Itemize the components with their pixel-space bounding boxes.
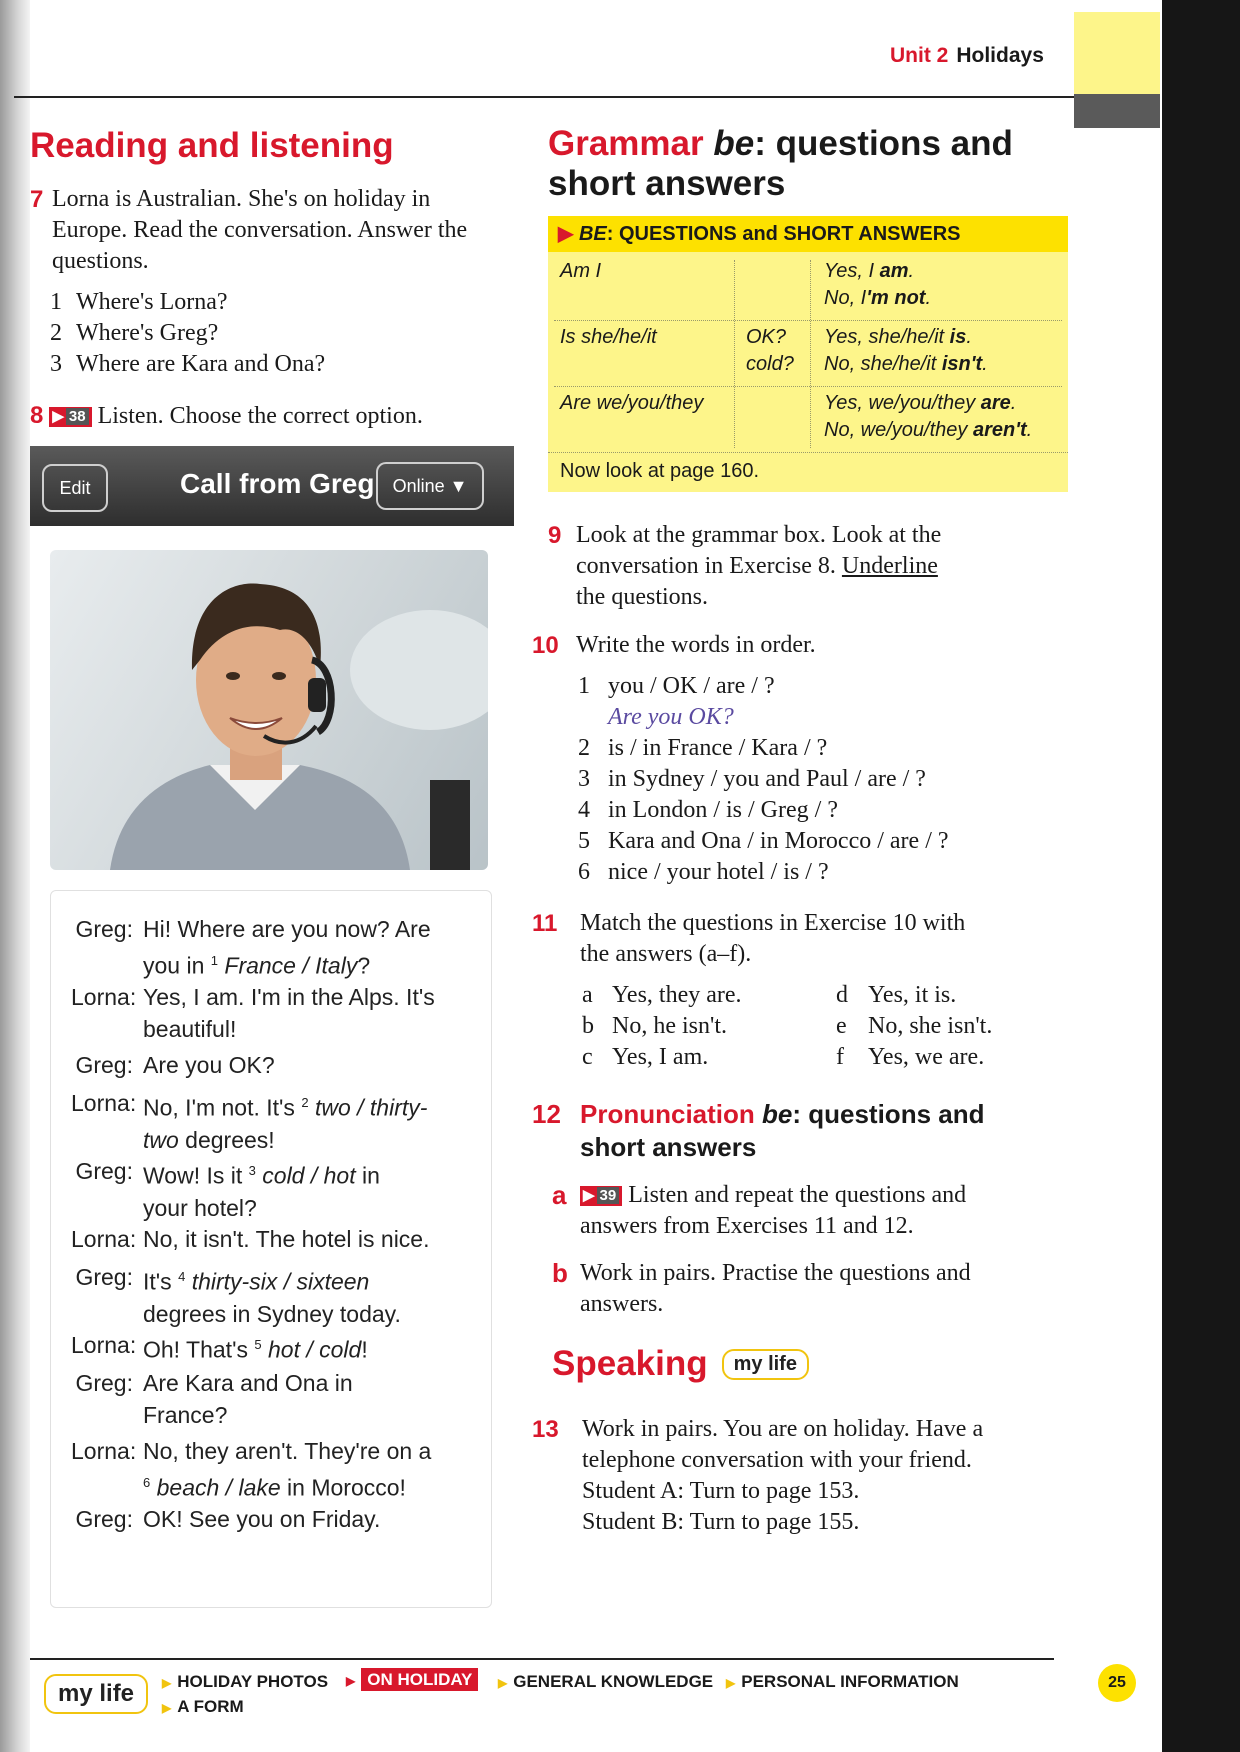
grammar-subject: Are we/you/they bbox=[560, 392, 704, 414]
list-item: 4 in London / is / Greg / ? bbox=[578, 797, 838, 823]
list-item: 2 Where's Greg? bbox=[50, 320, 219, 346]
example-answer: Are you OK? bbox=[608, 704, 734, 730]
dialogue-line: Greg: Wow! Is it $^3$ cold / hot in your hotel? bbox=[75, 1158, 380, 1221]
right-edge-band bbox=[1162, 0, 1240, 1752]
list-item: 3 in Sydney / you and Paul / are / ? bbox=[578, 766, 926, 792]
page-binding-shadow bbox=[0, 0, 30, 1752]
list-item: 1 you / OK / are / ? bbox=[578, 673, 775, 699]
header-rule bbox=[14, 96, 1074, 98]
dialogue-line: Greg: Are Kara and Ona in France? bbox=[75, 1370, 353, 1428]
exercise-7-instruction: Lorna is Australian. She's on holiday in Europe. Read the conversation. Answer the questions. bbox=[52, 186, 468, 274]
answers-left: a Yes, they are. b No, he isn't. c Yes, I am. bbox=[582, 982, 742, 1070]
my-life-tag: my life bbox=[722, 1349, 809, 1380]
grammar-answer: Yes, I am. No, I'm not. bbox=[824, 260, 932, 309]
exercise-12a: a ▶ 39 Listen and repeat the questions and answers from Exercises 11 and 12. bbox=[552, 1180, 967, 1239]
greg-photo bbox=[50, 550, 488, 870]
exercise-10 bbox=[532, 630, 1052, 888]
dialogue-line: Lorna: No, I'm not. It's $^2$ two / thirty- two degrees! bbox=[71, 1090, 428, 1153]
grammar-box bbox=[548, 216, 1068, 492]
footer-link-a-form[interactable]: ▶ A FORM bbox=[162, 1697, 244, 1716]
exercise-9: 9 Look at the grammar box. Look at the conversation in Exercise 8. Underline the questions. bbox=[548, 520, 1048, 613]
dialogue-line: Greg: It's $^4$ thirty-six / sixteen degrees in Sydney today. bbox=[75, 1264, 401, 1327]
exercise-number: 7 bbox=[30, 186, 44, 213]
list-item: 3 Where are Kara and Ona? bbox=[50, 351, 326, 377]
dialogue-panel bbox=[50, 890, 492, 1608]
list-item: 5 Kara and Ona / in Morocco / are / ? bbox=[578, 828, 949, 854]
exercise-number: 8 bbox=[30, 402, 44, 429]
underline-word: Underline bbox=[841, 553, 938, 579]
page-number: 25 bbox=[1098, 1664, 1136, 1702]
dialogue-line: Lorna: Yes, I am. I'm in the Alps. It's beautiful! bbox=[71, 984, 435, 1042]
unit-title: Holidays bbox=[956, 44, 1044, 67]
exercise-number: 13 bbox=[532, 1416, 559, 1443]
audio-track-button[interactable]: ▶ 39 bbox=[580, 1186, 622, 1206]
call-bar bbox=[30, 446, 514, 526]
answers-right: d Yes, it is. e No, she isn't. f Yes, we are. bbox=[836, 982, 993, 1070]
grammar-subject: Is she/he/it bbox=[560, 326, 657, 348]
unit-tab-gray bbox=[1074, 94, 1160, 128]
exercise-8-instruction: Listen. Choose the correct option. bbox=[97, 403, 423, 429]
dialogue-line: Lorna: Oh! That's $^5$ hot / cold! bbox=[71, 1332, 368, 1363]
dialogue-line: Lorna: No, they aren't. They're on a $^6$ beach / lake in Morocco! bbox=[71, 1438, 432, 1501]
grammar-answer: Yes, she/he/it is. No, she/he/it isn't. bbox=[824, 326, 988, 375]
list-item: 1 Where's Lorna? bbox=[50, 289, 228, 315]
footer-link-on-holiday[interactable]: ▶ ON HOLIDAY bbox=[346, 1670, 478, 1690]
man-with-headset-image bbox=[50, 550, 488, 870]
grammar-footer: Now look at page 160. bbox=[560, 460, 760, 482]
pronunciation-heading: 12 Pronunciation be: questions and short answers bbox=[532, 1099, 985, 1162]
grammar-adjective: OK? cold? bbox=[746, 326, 794, 375]
grammar-answer: Yes, we/you/they are. No, we/you/they aren't. bbox=[824, 392, 1033, 441]
speaking-heading: Speaking bbox=[552, 1344, 708, 1383]
grammar-subject: Am I bbox=[560, 260, 602, 282]
reading-heading: Reading and listening bbox=[30, 126, 394, 165]
exercise-8 bbox=[30, 400, 500, 432]
exercise-11: 11 Match the questions in Exercise 10 with the answers (a–f). bbox=[532, 908, 1052, 970]
list-item: 2 is / in France / Kara / ? bbox=[578, 735, 828, 761]
footer-link-holiday-photos[interactable]: ▶ HOLIDAY PHOTOS bbox=[162, 1672, 329, 1691]
exercise-12b: b Work in pairs. Practise the questions and answers. bbox=[552, 1258, 971, 1317]
exercise-number: 11 bbox=[532, 910, 558, 937]
unit-number: Unit 2 bbox=[890, 44, 949, 67]
dialogue-line: Lorna: No, it isn't. The hotel is nice. bbox=[71, 1226, 430, 1252]
exercise-number: 10 bbox=[532, 632, 559, 659]
dialogue-line: Greg: Hi! Where are you now? Are you in $^1$ France / Italy? bbox=[75, 916, 431, 979]
unit-header bbox=[890, 44, 1044, 68]
exercise-7 bbox=[30, 184, 490, 380]
footer-link-personal-information[interactable]: ▶ PERSONAL INFORMATION bbox=[726, 1672, 959, 1691]
online-status-dropdown[interactable]: Online ▼ bbox=[376, 462, 484, 510]
exercise-13: 13 Work in pairs. You are on holiday. Have a telephone conversation with your friend. Student A: Turn to page 153. Student B: Turn to page 155. bbox=[532, 1414, 1052, 1538]
edit-button[interactable]: Edit bbox=[42, 464, 108, 512]
exercise-number: 9 bbox=[548, 522, 562, 549]
unit-tab-yellow bbox=[1074, 12, 1160, 94]
dialogue-line: Greg: Are you OK? bbox=[75, 1052, 275, 1078]
audio-track-button[interactable]: ▶ 38 bbox=[49, 407, 91, 427]
dialogue-line: Greg: OK! See you on Friday. bbox=[75, 1506, 381, 1532]
grammar-heading: Grammar be: questions and short answers bbox=[548, 124, 1013, 203]
footer-link-general-knowledge[interactable]: ▶ GENERAL KNOWLEDGE bbox=[498, 1672, 714, 1691]
footer-my-life-tag: my life bbox=[44, 1674, 148, 1714]
exercise-10-instruction: Write the words in order. bbox=[576, 632, 816, 658]
footer-rule bbox=[30, 1658, 1054, 1660]
call-title: Call from Greg bbox=[180, 468, 375, 499]
grammar-box-title: ▶ BE: QUESTIONS and SHORT ANSWERS bbox=[548, 216, 1068, 252]
speaking-heading-row bbox=[552, 1344, 809, 1384]
list-item: 6 nice / your hotel / is / ? bbox=[578, 859, 829, 885]
